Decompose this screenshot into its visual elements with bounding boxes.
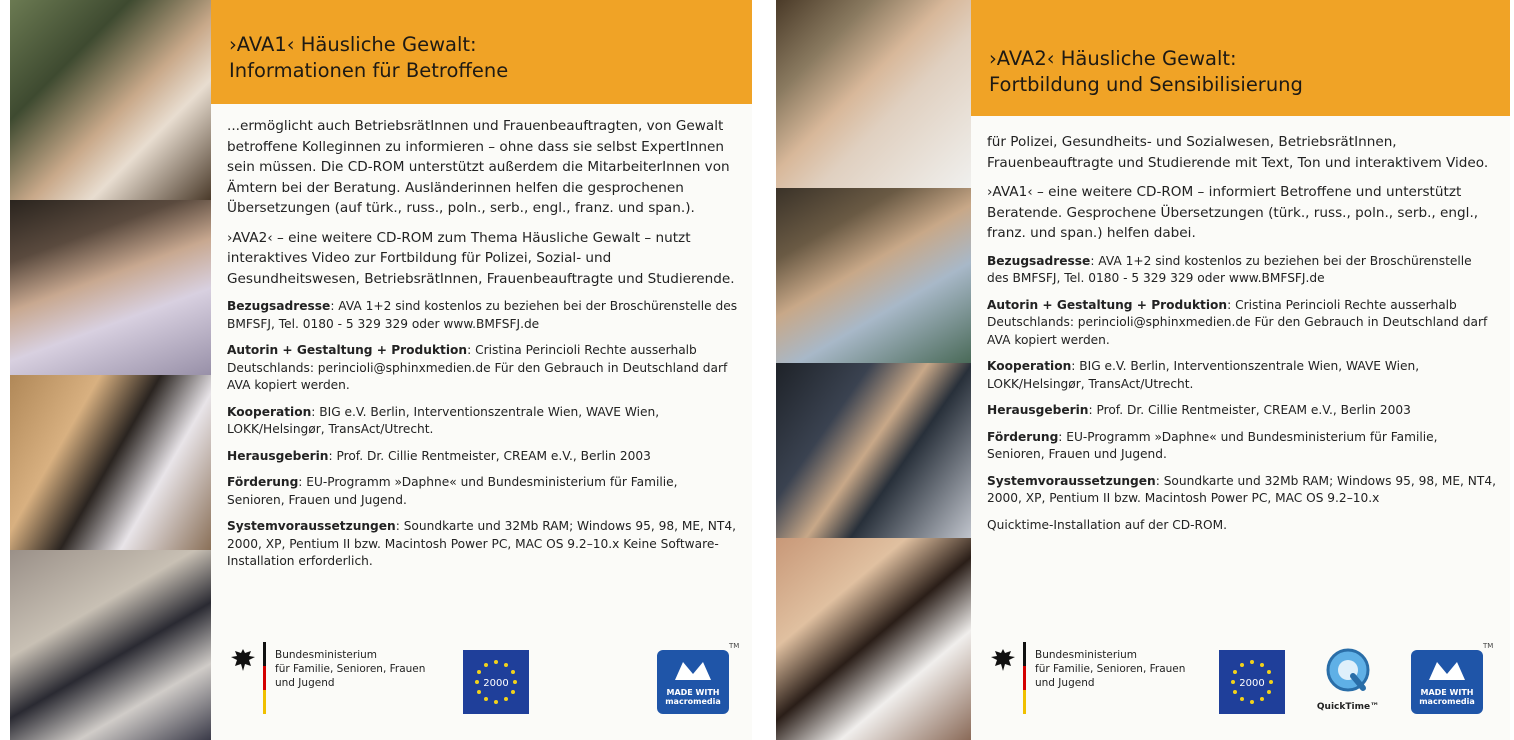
info-foerderung: Förderung: EU-Programm »Daphne« und Bundesministerium für Familie, Senioren, Frauen und Jugend.: [227, 475, 678, 507]
title-banner: [971, 0, 1510, 116]
info-systemvoraussetzungen: Systemvoraussetzungen: Soundkarte und 32Mb RAM; Windows 95, 98, ME, NT4, 2000, XP, Pentium II bzw. Macintosh Power PC, MAC OS 9.2–10.x Keine Software-Installation erforderlich.: [227, 519, 736, 568]
german-flag-bar: [1023, 642, 1026, 714]
german-flag-bar: [263, 642, 266, 714]
photo-woman-fallen: [10, 550, 211, 740]
info-autorin: Autorin + Gestaltung + Produktion: Cristina Perincioli Rechte ausserhalb Deutschlands: perincioli@sphinxmedien.de Für den Gebrauch in Deutschland darf AVA kopiert werden.: [987, 297, 1488, 347]
ministry-name: Bundesministerium für Familie, Senioren, Frauen und Jugend: [1035, 649, 1186, 689]
info-kooperation: Kooperation: BIG e.V. Berlin, Interventionszentrale Wien, WAVE Wien, LOKK/Helsingør, TransAct/Utrecht.: [987, 359, 1420, 391]
card-title-line1: ›AVA1‹ Häusliche Gewalt:: [229, 33, 477, 56]
info-bezugsadresse: Bezugsadresse: AVA 1+2 sind kostenlos zu beziehen bei der Broschürenstelle des BMFSFJ, Tel. 0180 - 5 329 329 oder www.BMFSFJ.de: [227, 299, 738, 331]
card-content: [211, 0, 752, 740]
macromedia-logo: MADE WITH macromedia: [657, 650, 729, 714]
paragraph: ...ermöglicht auch BetriebsrätInnen und Frauenbeauftragten, von Gewalt betroffene Kolleginnen zu informieren – ohne dass sie selbst ExpertInnen sein müssen. Die CD-ROM unterstützt außerdem die MitarbeiterInnen von Ämtern bei der Beratung. Ausländerinnen helfen die gesprochenen Übersetzungen (auf türk., russ., poln., serb., engl., franz. und span.).: [227, 118, 730, 216]
paragraph: ›AVA2‹ – eine weitere CD-ROM zum Thema Häusliche Gewalt – nutzt interaktives Video zur Fortbildung für Polizei, Sozial- und Gesundheitswesen, BetriebsrätInnen, Frauenbeauftragte und Studierende.: [227, 229, 735, 287]
cd-card-ava2: [776, 0, 1510, 740]
photo-woman-running: [10, 375, 211, 550]
svg-text:2000: 2000: [483, 678, 509, 689]
info-systemvoraussetzungen: Systemvoraussetzungen: Soundkarte und 32Mb RAM; Windows 95, 98, ME, NT4, 2000, XP, Pentium II bzw. Macintosh Power PC, MAC OS 9.2–10.x: [987, 473, 1496, 505]
photo-woman-worried: [10, 200, 211, 375]
trademark: TM: [1483, 642, 1494, 650]
info-herausgeberin: Herausgeberin: Prof. Dr. Cillie Rentmeister, CREAM e.V., Berlin 2003: [987, 403, 1411, 417]
info-herausgeberin: Herausgeberin: Prof. Dr. Cillie Rentmeister, CREAM e.V., Berlin 2003: [227, 448, 651, 463]
title-banner: [211, 0, 752, 104]
macromedia-logo: MADE WITH macromedia: [1411, 650, 1483, 714]
macromedia-m-icon: [671, 656, 715, 684]
photo-woman-office: [776, 188, 971, 363]
card-content: [971, 0, 1510, 740]
ministry-logo: [987, 642, 1217, 712]
card-title-line2: Fortbildung und Sensibilisierung: [989, 73, 1303, 96]
card-title-line2: Informationen für Betroffene: [229, 59, 509, 82]
paragraph: für Polizei, Gesundheits- und Sozialwesen, BetriebsrätInnen, Frauenbeauftragte und Studierende mit Text, Ton und interaktivem Video.: [987, 134, 1489, 171]
photo-doctor-patient: [776, 538, 971, 740]
description: [211, 104, 752, 571]
ministry-logo: [227, 642, 457, 712]
ministry-name: Bundesministerium für Familie, Senioren, Frauen und Jugend: [275, 649, 426, 689]
svg-text:2000: 2000: [1239, 678, 1265, 689]
logo-row: [987, 642, 1500, 712]
info-autorin: Autorin + Gestaltung + Produktion: Cristina Perincioli Rechte ausserhalb Deutschlands: perincioli@sphinxmedien.de Für den Gebrauch in Deutschland darf AVA kopiert werden.: [227, 343, 728, 392]
quicktime-logo: QuickTime™: [1309, 646, 1387, 718]
cd-card-ava1: [10, 0, 752, 740]
info-kooperation: Kooperation: BIG e.V. Berlin, Interventionszentrale Wien, WAVE Wien, LOKK/Helsingør, TransAct/Utrecht.: [227, 404, 660, 436]
quicktime-q-icon: [1323, 646, 1373, 696]
macromedia-m-icon: [1425, 656, 1469, 684]
trademark: TM: [729, 642, 740, 650]
info-bezugsadresse: Bezugsadresse: AVA 1+2 sind kostenlos zu beziehen bei der Broschürenstelle des BMFSFJ, Tel. 0180 - 5 329 329 oder www.BMFSFJ.de: [987, 253, 1472, 285]
logo-row: [227, 642, 742, 712]
photo-strip: [10, 0, 211, 740]
paragraph: ›AVA1‹ – eine weitere CD-ROM – informiert Betroffene und unterstützt Beratende. Gesprochene Übersetzungen (türk., russ., poln., serb., engl., franz. und span.) helfen dabei.: [987, 184, 1479, 241]
info-foerderung: Förderung: EU-Programm »Daphne« und Bundesministerium für Familie, Senioren, Frauen und Jugend.: [987, 429, 1438, 461]
photo-police-officers: [776, 363, 971, 538]
eu-2000-logo: [1219, 650, 1285, 714]
eagle-icon: [229, 646, 257, 674]
eagle-icon: [989, 646, 1017, 674]
quicktime-note: Quicktime-Installation auf der CD-ROM.: [987, 517, 1227, 532]
eu-2000-logo: [463, 650, 529, 714]
card-title-line1: ›AVA2‹ Häusliche Gewalt:: [989, 47, 1237, 70]
description: [971, 116, 1510, 534]
photo-man-glasses: [776, 0, 971, 188]
photo-couple: [10, 0, 211, 200]
photo-strip: [776, 0, 971, 740]
